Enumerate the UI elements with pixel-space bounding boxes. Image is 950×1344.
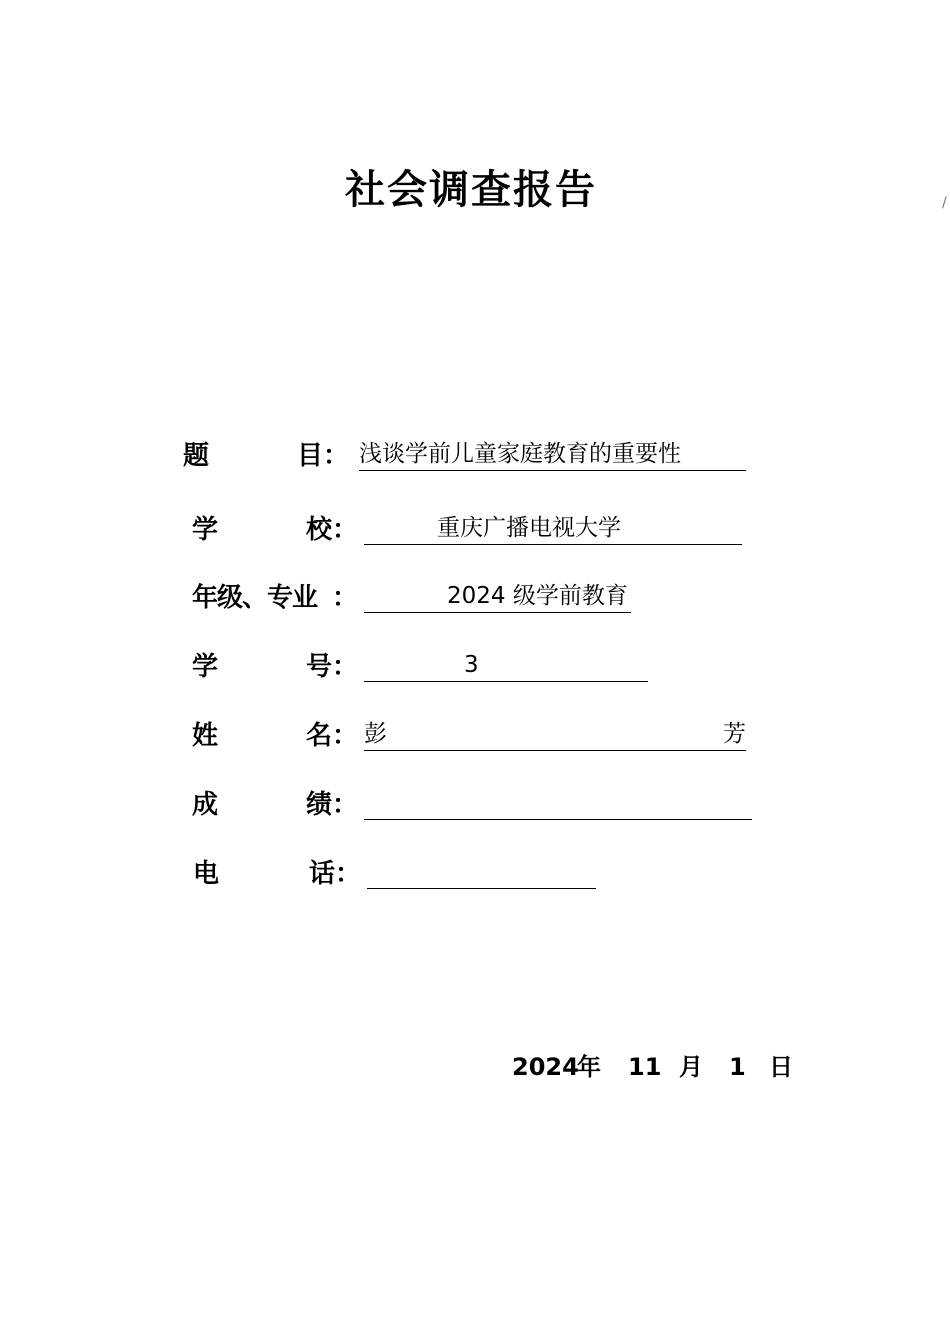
date-month-unit: 月 <box>679 1053 703 1081</box>
form-row-school <box>0 510 950 550</box>
grade-major-colon: ： <box>332 583 359 613</box>
score-field[interactable] <box>364 787 752 820</box>
form-row-topic <box>0 436 950 476</box>
topic-label-char-1: 题 <box>183 441 210 471</box>
form-row-name <box>0 716 950 756</box>
name-colon: ： <box>332 721 359 751</box>
phone-label-char-1: 电 <box>193 859 220 889</box>
school-field[interactable] <box>364 512 742 545</box>
score-colon: ： <box>332 790 359 820</box>
form-row-phone <box>0 854 950 894</box>
grade-major-label: 年级、专业 <box>192 583 318 613</box>
name-label-char-1: 姓 <box>192 721 219 751</box>
school-colon: ： <box>332 515 359 545</box>
phone-colon: ： <box>335 859 362 889</box>
form-row-grade-major <box>0 578 950 618</box>
grade-major-field[interactable] <box>364 580 631 613</box>
school-label-char-1: 学 <box>192 515 219 545</box>
topic-field[interactable] <box>359 438 746 471</box>
date-day: 1 <box>729 1053 746 1081</box>
student-id-field[interactable] <box>364 649 648 682</box>
student-id-label-char-2: 号 <box>306 652 333 682</box>
name-label-char-2: 名 <box>306 721 333 751</box>
form-row-student-id <box>0 647 950 687</box>
name-field[interactable] <box>364 718 746 751</box>
score-label-char-2: 绩 <box>306 790 333 820</box>
form-row-score <box>0 785 950 825</box>
score-label-char-1: 成 <box>192 790 219 820</box>
phone-field[interactable] <box>367 856 596 889</box>
report-title: 社会调查报告 <box>345 166 597 213</box>
student-id-value: 3 <box>464 652 479 678</box>
grade-major-value: 2024 级学前教育 <box>447 583 628 609</box>
scan-edge-mark: / <box>942 195 947 211</box>
phone-label-char-2: 话 <box>309 859 336 889</box>
topic-value: 浅谈学前儿童家庭教育的重要性 <box>359 441 681 467</box>
school-value: 重庆广播电视大学 <box>437 515 621 541</box>
date-day-unit: 日 <box>769 1053 793 1081</box>
student-id-colon: ： <box>332 652 359 682</box>
name-value-second: 芳 <box>723 721 746 747</box>
date-month: 11 <box>628 1053 662 1081</box>
school-label-char-2: 校 <box>306 515 333 545</box>
date-year: 2024 <box>512 1053 579 1081</box>
topic-label-char-2: 目 <box>297 441 324 471</box>
topic-colon: ： <box>323 441 350 471</box>
name-value-first: 彭 <box>364 721 387 747</box>
student-id-label-char-1: 学 <box>192 652 219 682</box>
date-year-unit: 年 <box>577 1053 601 1081</box>
